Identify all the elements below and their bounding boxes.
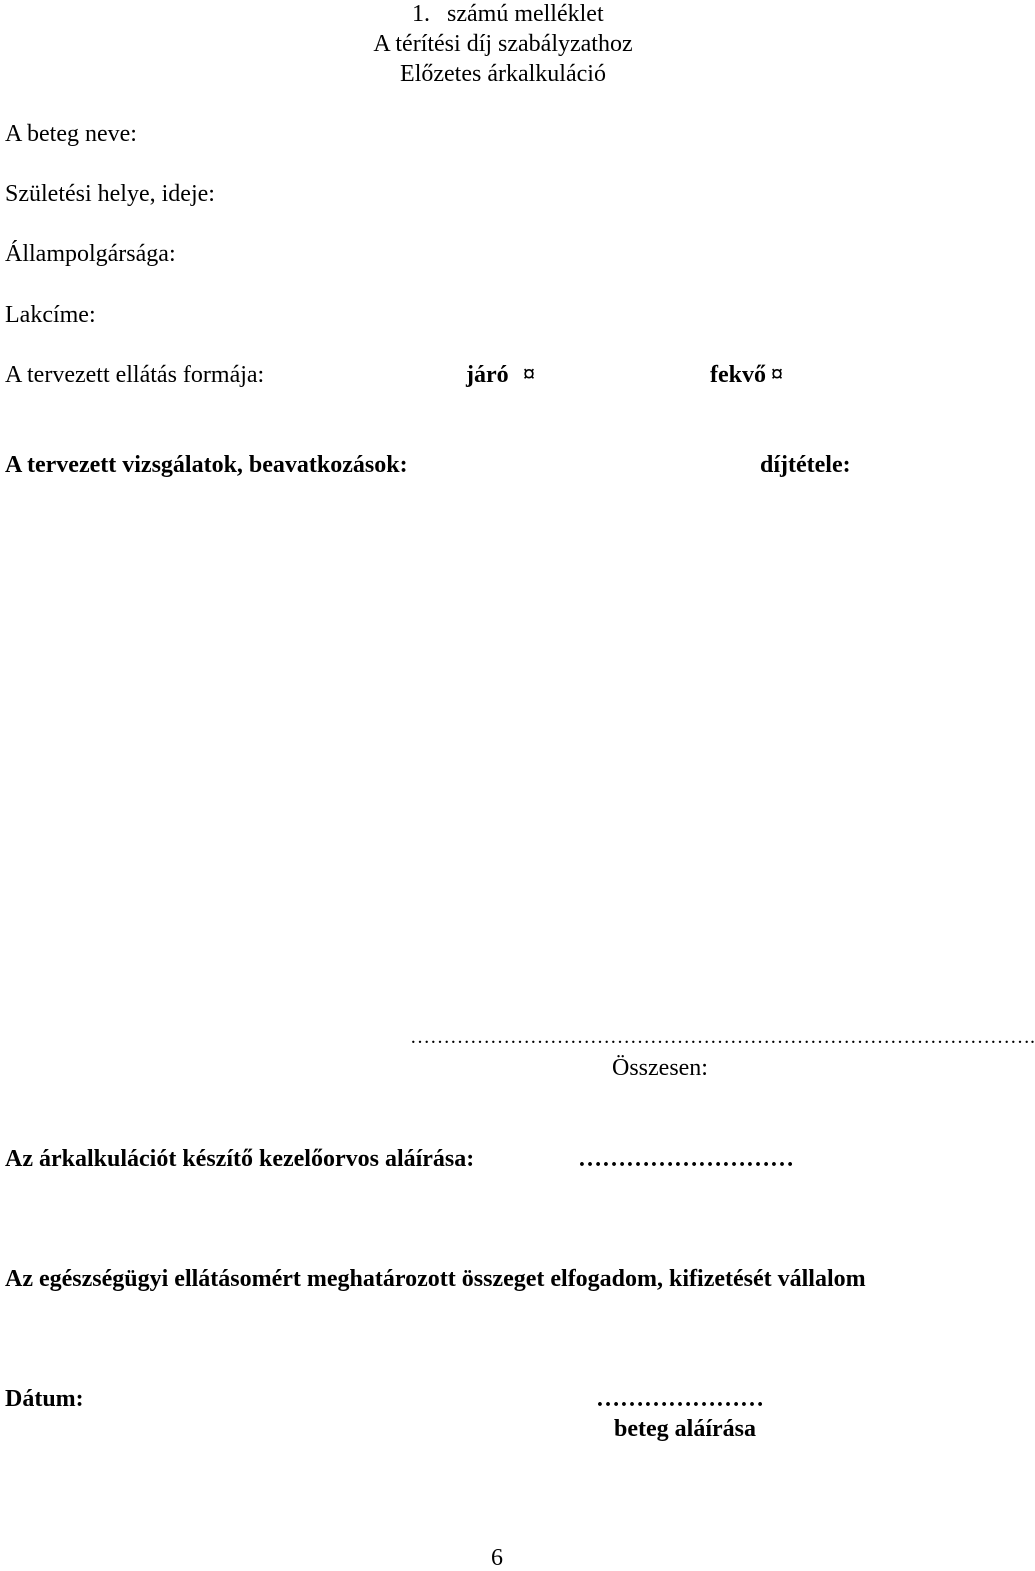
acceptance-statement: Az egészségügyi ellátásomért meghatározott összeget elfogadom, kifizetését vállalom — [5, 1266, 866, 1292]
inpatient-checkbox[interactable]: ¤ — [771, 362, 783, 388]
inpatient-option-label: fekvő — [710, 362, 766, 388]
date-label: Dátum: — [5, 1386, 84, 1412]
header-title: számú melléklet — [447, 1, 604, 27]
patient-signature-label: beteg aláírása — [614, 1416, 756, 1442]
outpatient-option-label: járó — [466, 362, 509, 388]
doctor-signature-label: Az árkalkulációt készítő kezelőorvos aláírása: — [5, 1146, 475, 1172]
document-title: Előzetes árkalkuláció — [400, 61, 606, 87]
fee-label: díjtétele: — [760, 452, 851, 478]
page-number: 6 — [491, 1545, 503, 1571]
address-label: Lakcíme: — [5, 302, 96, 328]
patient-name-label: A beteg neve: — [5, 121, 137, 147]
patient-signature-line: ………………… — [596, 1386, 764, 1412]
header-subtitle: A térítési díj szabályzathoz — [373, 31, 633, 57]
doctor-signature-line: ……………………… — [578, 1146, 794, 1172]
birth-place-date-label: Születési helye, ideje: — [5, 181, 215, 207]
citizenship-label: Állampolgársága: — [5, 241, 176, 267]
outpatient-checkbox[interactable]: ¤ — [523, 362, 535, 388]
care-form-label: A tervezett ellátás formája: — [5, 362, 265, 388]
total-dotted-line: …………………………………………………………………………………. — [410, 1026, 1035, 1048]
procedures-label: A tervezett vizsgálatok, beavatkozások: — [5, 452, 408, 478]
header-number: 1. — [412, 1, 430, 27]
total-label: Összesen: — [612, 1055, 708, 1081]
